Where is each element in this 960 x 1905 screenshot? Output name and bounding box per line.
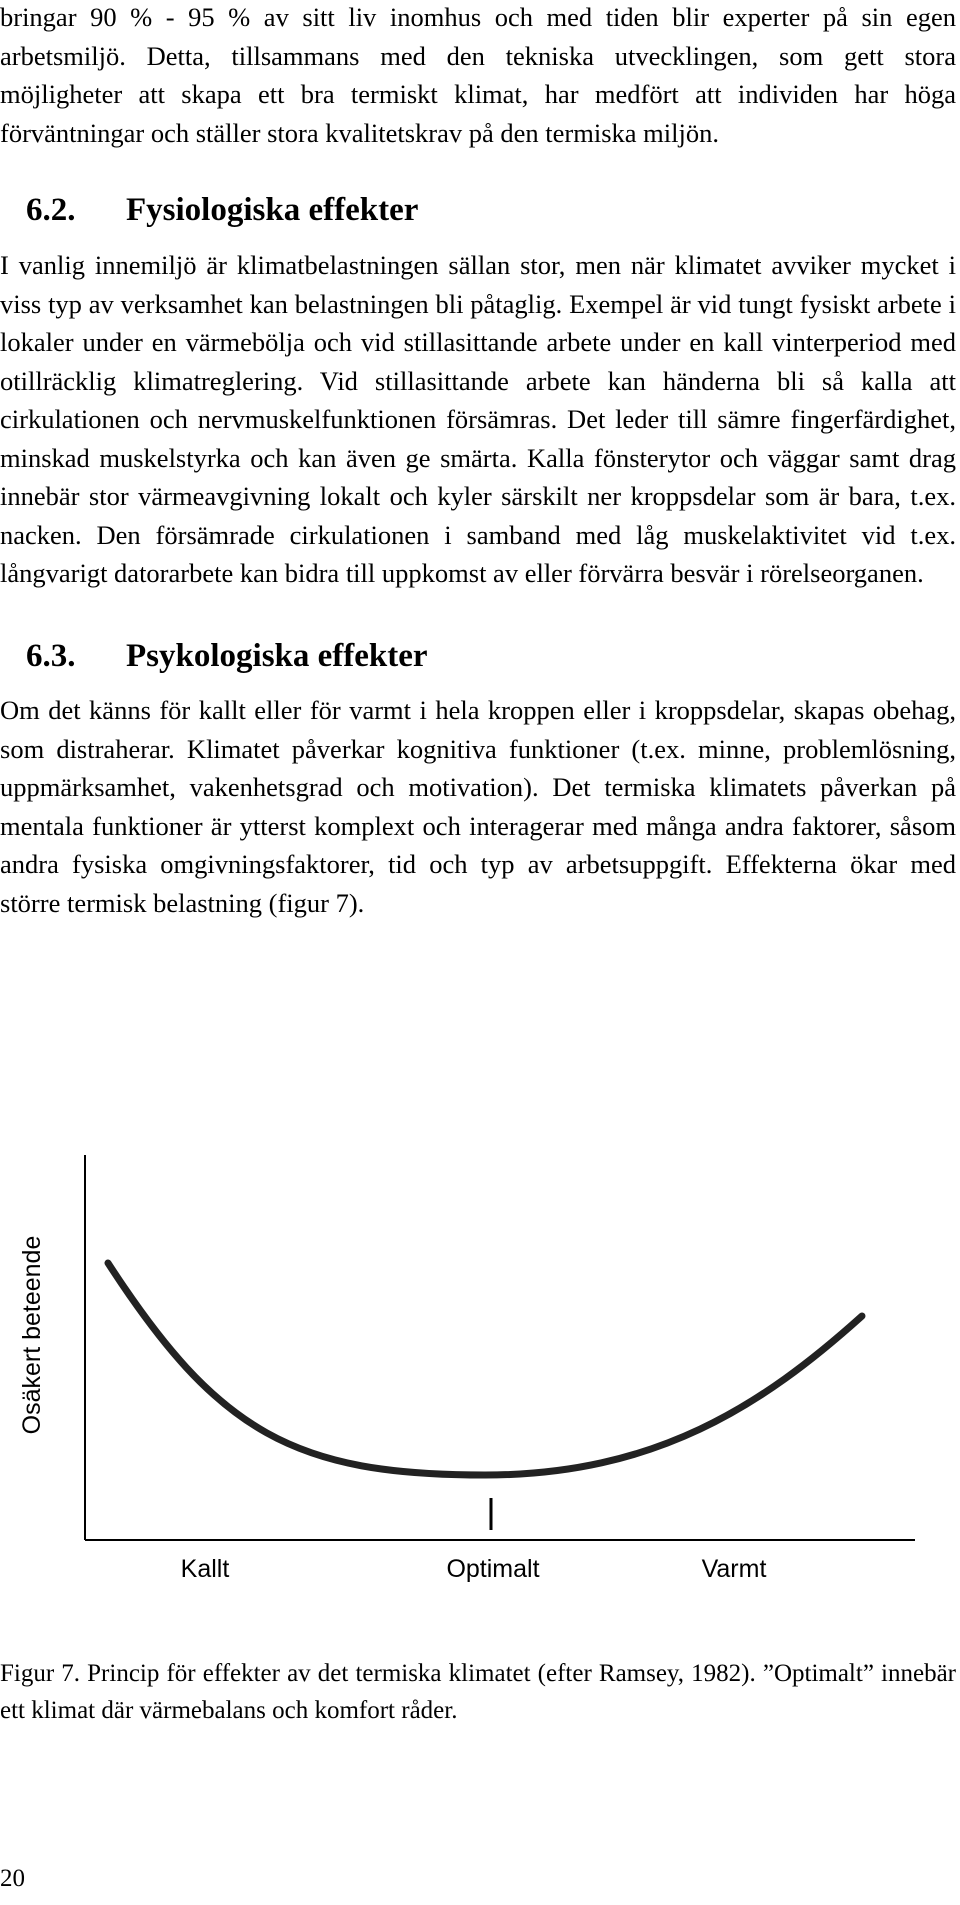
intro-paragraph: bringar 90 % - 95 % av sitt liv inomhus och med tiden blir experter på sin egen arbetsmiljö. Detta, tillsammans med den tekniska utvecklingen, som gett stora möjligheter att skapa ett bra termiskt klimat, har medfört att individen har höga förväntningar och ställer stora kvalitetskrav på den termiska miljön. — [0, 2, 956, 148]
fysiologiska-paragraph: I vanlig innemiljö är klimatbelastningen sällan stor, men när klimatet avviker mycket i viss typ av verksamhet kan belastningen bli påtaglig. Exempel är vid tungt fysiskt arbete i lokaler under en värmebölja och vid stillasittande arbete under en kall vinterperiod med otillräcklig klimatreglering. Vid stillasittande arbete kan händerna bli så kalla att cirkulationen och nervmuskelfunktionen försämras. Det leder till sämre fingerfärdighet, minskad muskelstyrka och kan även ge smärta. Kalla fönsterytor och väggar samt drag innebär stor värmeavgivning lokalt och kyler särskilt ner kroppsdelar som är bara, t.ex. nacken. Den försämrade cirkulationen i samband med låg muskelaktivitet vid t.ex. långvarigt datorarbete kan bidra till uppkomst av eller förvärra besvär i rörelseorganen. — [0, 250, 956, 588]
figure-caption: Figur 7. Princip för effekter av det termiska klimatet (efter Ramsey, 1982). ”Optimalt” innebär ett klimat där värmebalans och komfort råder. — [0, 1660, 956, 1724]
section-heading-6-3 — [26, 638, 428, 675]
performance-curve — [108, 1263, 862, 1475]
section-title: Fysiologiska effekter — [126, 192, 419, 228]
section-title: Psykologiska effekter — [126, 638, 428, 674]
page-number: 20 — [0, 1865, 25, 1892]
x-label-cold: Kallt — [180, 1555, 230, 1583]
figure-7 — [0, 1145, 960, 1625]
figure-7-diagram — [0, 1145, 960, 1625]
section-number: 6.2. — [26, 192, 76, 228]
psykologiska-paragraph: Om det känns för kallt eller för varmt i hela kroppen eller i kroppsdelar, skapas obehag, som distraherar. Klimatet påverkar kognitiva funktioner (t.ex. minne, problemlösning, uppmärksamhet, vakenhetsgrad och motivation). Det termiska klimatets påverkan på mentala funktioner är ytterst komplext och interagerar med många andra faktorer, såsom andra fysiska omgivningsfaktorer, tid och typ av arbetsuppgift. Effekterna ökar med större termisk belastning (figur 7). — [0, 695, 956, 918]
x-label-warm: Varmt — [701, 1555, 767, 1583]
section-heading-6-2 — [26, 192, 418, 229]
y-axis-label: Osäkert beteende — [18, 1235, 46, 1435]
x-label-optimal: Optimalt — [446, 1555, 540, 1583]
section-number: 6.3. — [26, 638, 76, 674]
